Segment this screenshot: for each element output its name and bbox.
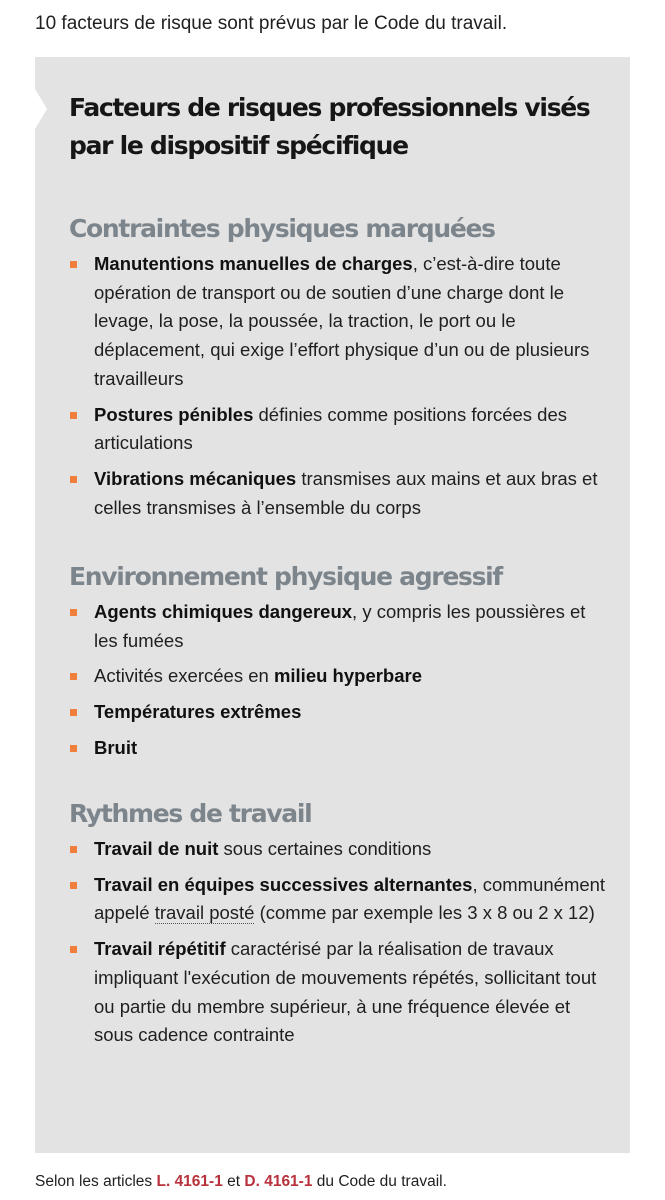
item-bold-text: Travail en équipes successives alternantes <box>94 873 473 895</box>
list-item <box>69 871 614 928</box>
section-aggressive-environment <box>69 560 614 763</box>
item-bold-text: Bruit <box>94 736 138 758</box>
item-text: définies comme positions forcées des articulations <box>94 403 567 454</box>
square-bullet-icon <box>70 745 77 752</box>
risk-list <box>69 835 614 1050</box>
square-bullet-icon <box>70 846 77 853</box>
item-bold-text: Travail de nuit <box>94 838 219 859</box>
square-bullet-icon <box>70 882 77 889</box>
square-bullet-icon <box>70 709 77 716</box>
footer-suffix: du Code du travail. <box>312 1173 447 1190</box>
list-item <box>69 465 614 522</box>
list-item <box>69 598 614 655</box>
box-title: Facteurs de risques professionnels visés par le dispositif spécifique <box>69 93 590 160</box>
item-bold-text: Vibrations mécaniques <box>94 467 297 489</box>
risk-list <box>69 598 614 763</box>
section-physical-constraints <box>69 212 614 522</box>
item-text: Activités exercées en <box>94 665 274 687</box>
section-heading: Contraintes physiques marquées <box>69 214 495 243</box>
square-bullet-icon <box>70 946 77 953</box>
item-bold-text: Postures pénibles <box>94 403 254 425</box>
square-bullet-icon <box>70 673 77 680</box>
footer-middle: et <box>222 1173 245 1190</box>
list-item <box>69 935 614 1050</box>
risk-list <box>69 250 614 522</box>
item-text: , y compris les poussières et les fumées <box>94 601 586 651</box>
list-item <box>69 698 614 727</box>
footer-prefix: Selon les articles <box>35 1173 157 1190</box>
risk-factors-box <box>35 57 630 1153</box>
item-bold-text: Agents chimiques dangereux <box>94 601 353 622</box>
square-bullet-icon <box>70 476 77 483</box>
item-text: (comme par exemple les 3 x 8 ou 2 x 12) <box>254 902 595 924</box>
section-work-rhythms <box>69 797 614 1050</box>
list-item <box>69 250 614 394</box>
footer-source <box>35 1171 447 1193</box>
item-text: transmises aux mains et aux bras et celles transmises à l’ensemble du corps <box>94 467 598 518</box>
link-article-l4161-1[interactable]: L. 4161-1 <box>156 1173 223 1190</box>
link-article-d4161-1[interactable]: D. 4161-1 <box>244 1173 313 1190</box>
square-bullet-icon <box>70 609 77 616</box>
square-bullet-icon <box>70 261 77 268</box>
list-item <box>69 734 614 763</box>
item-bold-text: Manutentions manuelles de charges <box>94 253 413 274</box>
item-text: sous certaines conditions <box>218 838 432 859</box>
list-item <box>69 662 614 691</box>
item-text: , c’est-à-dire toute opération de transport ou de soutien d’une charge dont le levage, la pose, la poussée, la traction, le port ou le déplacement, qui exige l’effort physique d’un ou de plusieurs travailleurs <box>94 253 590 389</box>
glossary-term-travail-poste[interactable]: travail posté <box>154 902 255 924</box>
intro-text: 10 facteurs de risque sont prévus par le Code du travail. <box>35 13 508 34</box>
item-text: , communément appelé <box>94 873 606 924</box>
item-text: caractérisé par la réalisation de travaux impliquant l'exécution de mouvements répétés, sollicitant tout ou partie du membre supérieur, à une fréquence élevée et sous cadence contrainte <box>94 938 597 1046</box>
item-bold-text: Travail répétitif <box>94 938 226 960</box>
section-heading: Rythmes de travail <box>69 799 312 828</box>
item-bold-text: milieu hyperbare <box>273 665 423 687</box>
list-item <box>69 835 614 864</box>
item-bold-text: Températures extrêmes <box>94 701 302 723</box>
square-bullet-icon <box>70 412 77 419</box>
box-notch-decoration <box>35 89 47 129</box>
section-heading: Environnement physique agressif <box>69 562 503 591</box>
list-item <box>69 401 614 458</box>
